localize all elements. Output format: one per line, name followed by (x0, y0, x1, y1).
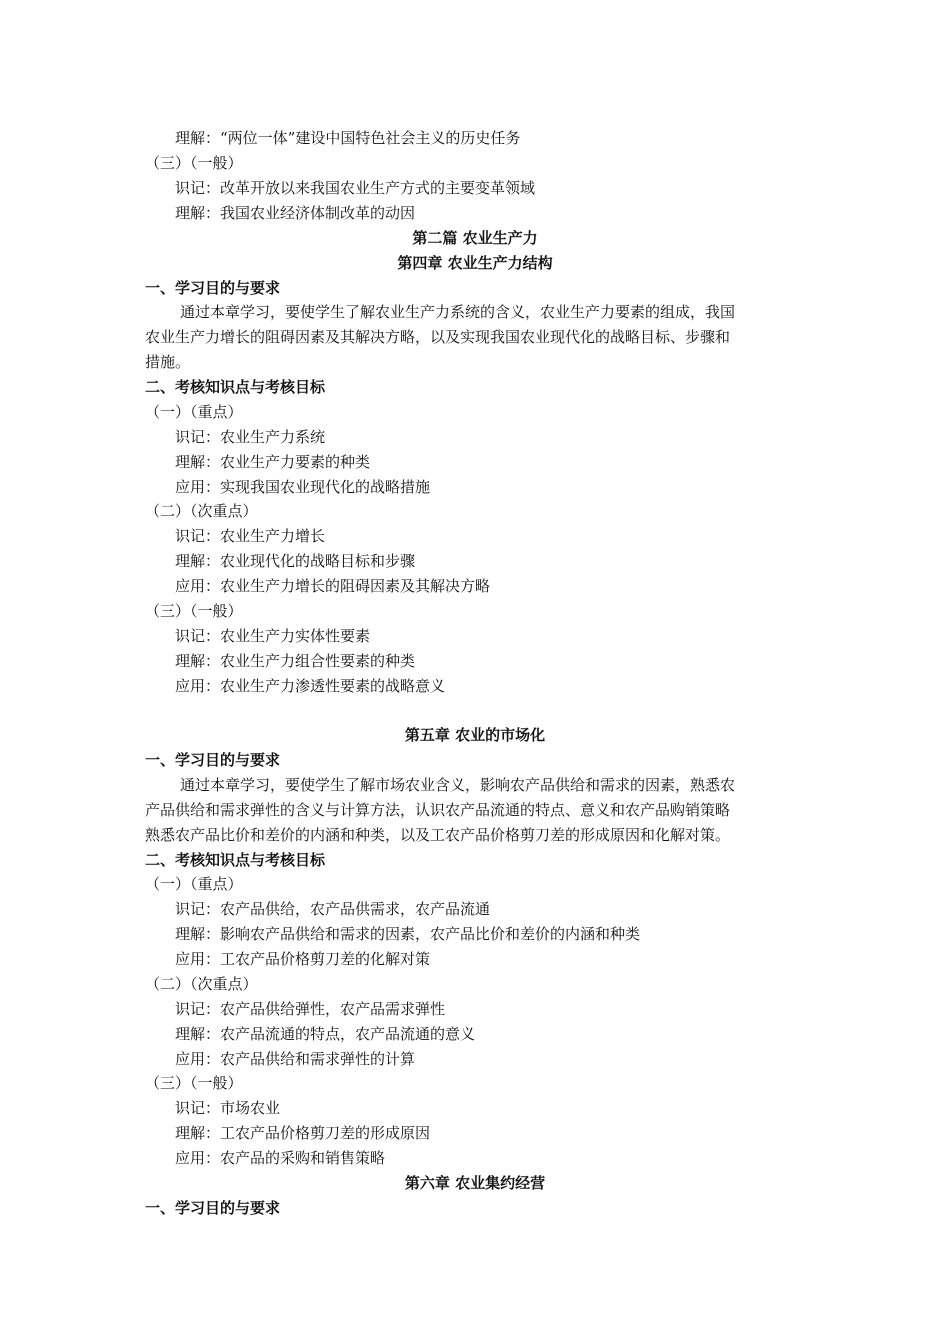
chapter4-item: 理解：农业现代化的战略目标和步骤 (175, 552, 416, 570)
chapter4-item: 理解：农业生产力要素的种类 (175, 453, 371, 471)
top-item-understand-2: 理解：我国农业经济体制改革的动因 (175, 204, 416, 222)
chapter5-item: 识记：农产品供给弹性，农产品需求弹性 (175, 1000, 446, 1018)
chapter5-item: 识记：市场农业 (175, 1099, 281, 1117)
chapter5-paragraph-line: 产品供给和需求弹性的含义与计算方法，认识农产品流通的特点、意义和农产品购销策略 (145, 801, 731, 819)
top-level-general: （三）（一般） (145, 154, 243, 172)
chapter6-heading-objectives: 一、学习目的与要求 (145, 1199, 281, 1217)
chapter5-item: 应用：工农产品价格剪刀差的化解对策 (175, 950, 431, 968)
chapter4-item: 识记：农业生产力增长 (175, 527, 326, 545)
chapter5-item: 理解：工农产品价格剪刀差的形成原因 (175, 1124, 431, 1142)
chapter4-heading-assessment: 二、考核知识点与考核目标 (145, 378, 326, 396)
chapter4-item: 理解：农业生产力组合性要素的种类 (175, 652, 416, 670)
chapter5-item: 理解：影响农产品供给和需求的因素，农产品比价和差价的内涵和种类 (175, 925, 641, 943)
chapter4-item: 识记：农业生产力系统 (175, 428, 326, 446)
chapter5-heading-objectives: 一、学习目的与要求 (145, 751, 281, 769)
chapter5-level-secondary: （二）（次重点） (145, 975, 258, 993)
chapter5-paragraph-line: 通过本章学习，要使学生了解市场农业含义，影响农产品供给和需求的因素，熟悉农 (180, 776, 736, 794)
chapter4-item: 应用：实现我国农业现代化的战略措施 (175, 478, 431, 496)
chapter5-title: 第五章 农业的市场化 (404, 726, 546, 744)
chapter5-level-general: （三）（一般） (145, 1074, 243, 1092)
chapter5-level-key: （一）（重点） (145, 875, 243, 893)
chapter4-level-key: （一）（重点） (145, 403, 243, 421)
part-title: 第二篇 农业生产力 (412, 229, 538, 247)
chapter5-item: 理解：农产品流通的特点，农产品流通的意义 (175, 1025, 476, 1043)
chapter4-level-general: （三）（一般） (145, 602, 243, 620)
chapter5-paragraph-line: 熟悉农产品比价和差价的内涵和种类，以及工农产品价格剪刀差的形成原因和化解对策。 (145, 826, 731, 844)
chapter4-paragraph-line: 通过本章学习，要使学生了解农业生产力系统的含义，农业生产力要素的组成，我国 (180, 303, 736, 321)
top-item-understand: 理解：“两位一体”建设中国特色社会主义的历史任务 (175, 129, 521, 147)
chapter4-level-secondary: （二）（次重点） (145, 502, 258, 520)
top-item-memorize: 识记：改革开放以来我国农业生产方式的主要变革领域 (175, 179, 536, 197)
chapter5-item: 应用：农产品的采购和销售策略 (175, 1149, 386, 1167)
chapter5-item: 应用：农产品供给和需求弹性的计算 (175, 1050, 416, 1068)
chapter5-heading-assessment: 二、考核知识点与考核目标 (145, 851, 326, 869)
chapter4-paragraph-line: 农业生产力增长的阻碍因素及其解决方略，以及实现我国农业现代化的战略目标、步骤和 (145, 328, 731, 346)
chapter4-item: 应用：农业生产力渗透性要素的战略意义 (175, 677, 446, 695)
chapter6-title: 第六章 农业集约经营 (404, 1174, 546, 1192)
chapter4-title: 第四章 农业生产力结构 (397, 254, 553, 272)
chapter4-heading-objectives: 一、学习目的与要求 (145, 279, 281, 297)
chapter4-paragraph-line: 措施。 (145, 353, 191, 371)
chapter5-item: 识记：农产品供给，农产品供需求，农产品流通 (175, 900, 491, 918)
chapter4-item: 识记：农业生产力实体性要素 (175, 627, 371, 645)
chapter4-item: 应用：农业生产力增长的阻碍因素及其解决方略 (175, 577, 491, 595)
